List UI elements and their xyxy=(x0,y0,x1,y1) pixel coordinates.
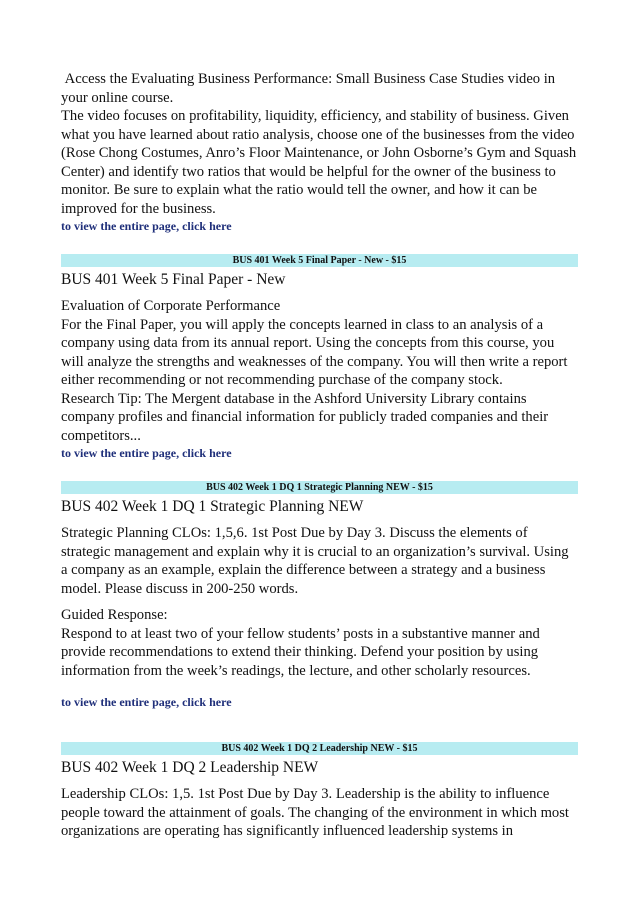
view-page-link[interactable]: to view the entire page, click here xyxy=(61,695,232,709)
product-price-bar: BUS 401 Week 5 Final Paper - New - $15 xyxy=(61,254,578,267)
paragraph: Access the Evaluating Business Performance: Small Business Case Studies video in your online course. xyxy=(61,71,559,106)
paragraph: For the Final Paper, you will apply the concepts learned in class to an analysis of a company using data from its annual report. Using the concepts from this course, you will analyze the strengths and weaknesses of the company. You will then write a report either recommending or not recommending purchase of the company stock. xyxy=(61,316,568,388)
paragraph: The video focuses on profitability, liquidity, efficiency, and stability of business. Given what you have learned about ratio analysis, choose one of the businesses from the video (Rose Chong Costumes, Anro’s Floor Maintenance, or John Osborne’s Gym and Squash Center) and identify two ratios that would be helpful for the owner of the business to monitor. Be sure to explain what the ratio would tell the owner, and how it can be improved for the business. xyxy=(61,108,577,217)
product-price-bar: BUS 402 Week 1 DQ 1 Strategic Planning NEW - $15 xyxy=(61,481,578,494)
product-section-bus401-final-paper xyxy=(61,254,578,461)
paragraph: Leadership CLOs: 1,5. 1st Post Due by Day 3. Leadership is the ability to influence people toward the attainment of goals. The changing of the environment in which most organizations are operating has significantly influenced leadership systems in xyxy=(61,786,569,839)
product-section-bus402-dq1 xyxy=(61,481,578,710)
paragraph: Strategic Planning CLOs: 1,5,6. 1st Post Due by Day 3. Discuss the elements of strategic management and explain why it is crucial to an organization’s survival. Using a company as an example, explain the difference between a strategy and a business model. Please discuss in 200-250 words. xyxy=(61,525,569,597)
product-heading: BUS 401 Week 5 Final Paper - New xyxy=(61,271,286,288)
product-heading: BUS 402 Week 1 DQ 2 Leadership NEW xyxy=(61,759,319,776)
view-page-link[interactable]: to view the entire page, click here xyxy=(61,219,232,233)
paragraph: Evaluation of Corporate Performance xyxy=(61,298,281,314)
paragraph: Respond to at least two of your fellow students’ posts in a substantive manner and provide recommendations to extend their thinking. Defend your position by using information from the week’s readings, the lecture, and other scholarly resources. xyxy=(61,625,540,679)
paragraph: Research Tip: The Mergent database in the Ashford University Library contains company profiles and financial information for publicly traded companies and their competitors... xyxy=(61,390,549,444)
product-price-bar: BUS 402 Week 1 DQ 2 Leadership NEW - $15 xyxy=(61,742,578,755)
intro-section xyxy=(61,70,578,234)
product-section-bus402-dq2 xyxy=(61,742,578,841)
paragraph: Guided Response: xyxy=(61,607,168,623)
product-heading: BUS 402 Week 1 DQ 1 Strategic Planning NEW xyxy=(61,498,364,515)
view-page-link[interactable]: to view the entire page, click here xyxy=(61,446,232,460)
